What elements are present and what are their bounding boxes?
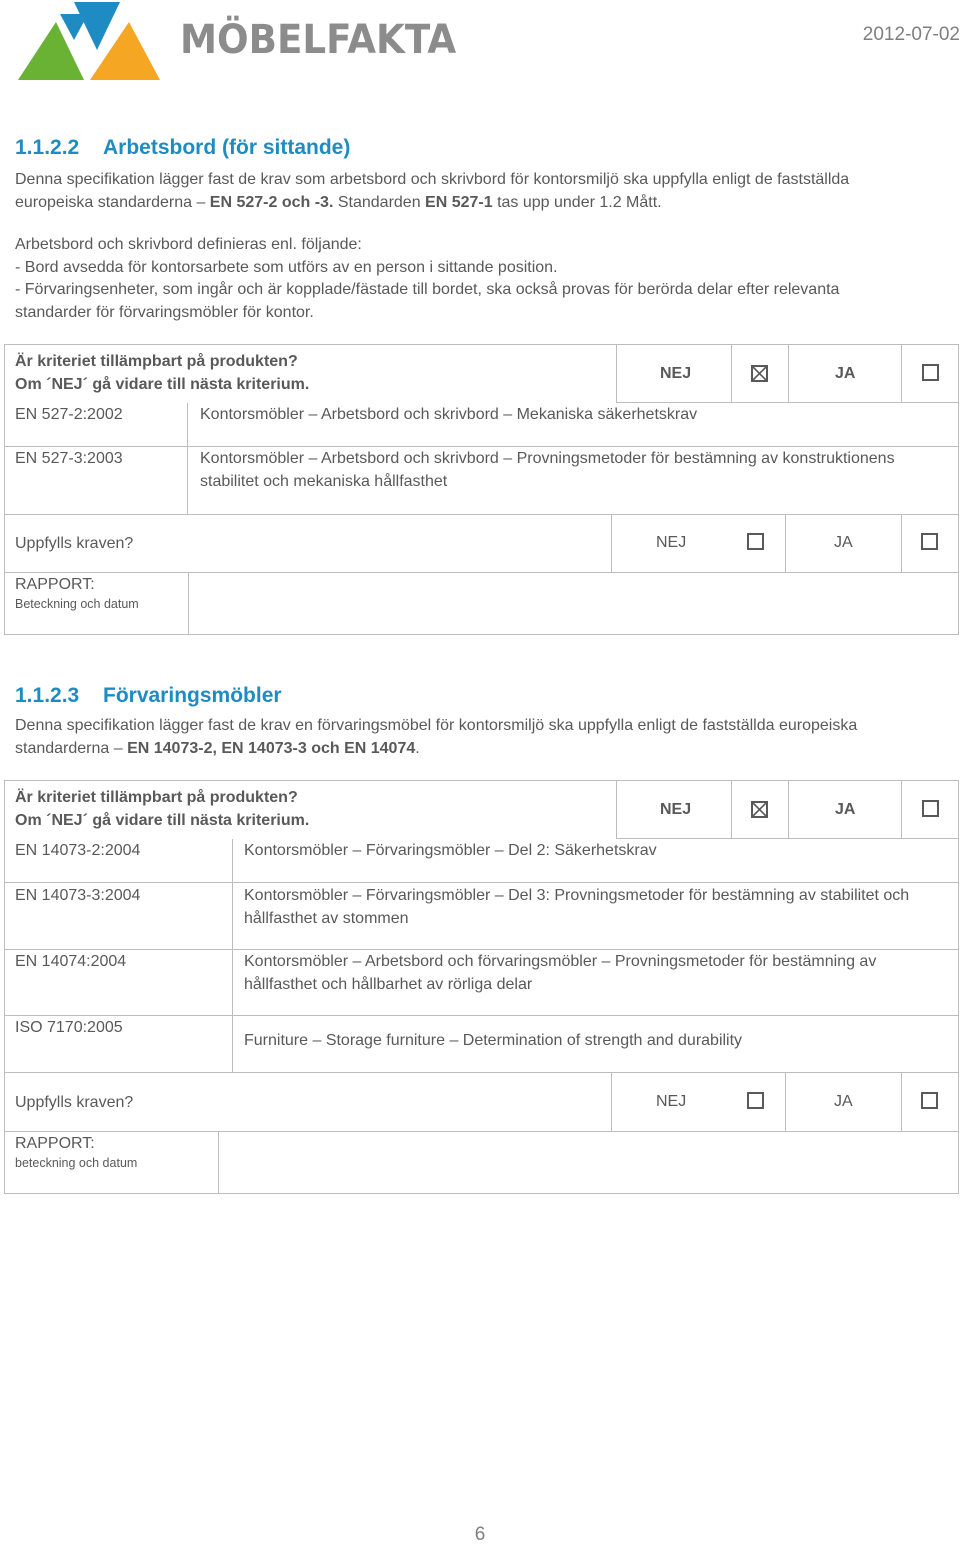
section-heading-arbetsbord <box>15 136 350 160</box>
ja-checkbox[interactable] <box>922 800 939 817</box>
ja-label: JA <box>835 801 856 818</box>
standard-code: EN 14073-3:2004 <box>15 887 141 904</box>
intro-line: Denna specifikation lägger fast de krav som arbetsbord och skrivbord för kontorsmiljö ska uppfylla enligt de fastställda <box>15 171 850 188</box>
ja-label: JA <box>835 365 856 382</box>
nej-label: NEJ <box>660 801 692 818</box>
standard-code: EN 14074:2004 <box>15 953 127 970</box>
report-field[interactable] <box>220 1133 956 1192</box>
report-label: RAPPORT: <box>15 576 95 593</box>
fulfilled-nej-label: NEJ <box>656 534 687 551</box>
section-intro <box>15 715 945 760</box>
section-number: 1.1.2.3 <box>15 684 80 707</box>
nej-checkbox[interactable] <box>751 365 768 382</box>
report-field[interactable] <box>190 574 956 633</box>
ja-checkbox[interactable] <box>922 364 939 381</box>
definition-line: Arbetsbord och skrivbord definieras enl. följande: <box>15 236 362 253</box>
standard-description: Kontorsmöbler – Arbetsbord och skrivbord – Provningsmetoder för bestämning av konstruktionens stabilitet och mekaniska hållfasthet <box>200 450 895 490</box>
section-title: Arbetsbord (för sittande) <box>103 136 351 159</box>
fulfilled-nej-checkbox[interactable] <box>747 1092 764 1109</box>
nej-label: NEJ <box>660 365 692 382</box>
mobelfakta-logo <box>14 0 484 84</box>
brand-name: MÖBELFAKTA <box>180 17 457 63</box>
definition-line: - Bord avsedda för kontorsarbete som utförs av en person i sittande position. <box>15 258 558 276</box>
standard-description: Furniture – Storage furniture – Determination of strength and durability <box>244 1032 743 1049</box>
section-heading-forvaringsmobler <box>15 684 282 708</box>
definition-line: - Förvaringsenheter, som ingår och är kopplade/fästade till bordet, ska också provas för berörda delar efter relevanta <box>15 281 840 298</box>
section-number: 1.1.2.2 <box>15 136 80 159</box>
check-x-icon <box>751 801 768 818</box>
section-intro <box>15 169 945 214</box>
page-number: 6 <box>474 1524 486 1545</box>
fulfilled-ja-label: JA <box>834 1093 853 1110</box>
standard-description: Kontorsmöbler – Förvaringsmöbler – Del 2: Säkerhetskrav <box>244 842 657 859</box>
intro-line: Denna specifikation lägger fast de krav en förvaringsmöbel för kontorsmiljö ska uppfylla enligt de fastställda europeiska <box>15 717 858 734</box>
standard-description: Kontorsmöbler – Arbetsbord och förvaringsmöbler – Provningsmetoder för bestämning av hållfasthet och hållbarhet av rörliga delar <box>244 953 877 993</box>
fulfilled-nej-label: NEJ <box>656 1093 687 1110</box>
fulfilled-ja-label: JA <box>834 534 853 551</box>
fulfilled-ja-checkbox[interactable] <box>921 533 938 550</box>
standard-description: Kontorsmöbler – Förvaringsmöbler – Del 3: Provningsmetoder för bestämning av stabilitet och hållfasthet av stommen <box>244 887 910 927</box>
check-x-icon <box>751 365 768 382</box>
intro-line: europeiska standarderna – EN 527-2 och -3. Standarden EN 527-1 tas upp under 1.2 Mått. <box>15 193 662 211</box>
intro-line: standarderna – EN 14073-2, EN 14073-3 och EN 14074. <box>15 739 420 757</box>
section-title: Förvaringsmöbler <box>103 684 282 707</box>
applicability-question: Är kriteriet tillämpbart på produkten? Om ´NEJ´ gå vidare till nästa kriterium. <box>15 353 310 393</box>
standard-code: EN 527-3:2003 <box>15 450 123 467</box>
standard-code: EN 14073-2:2004 <box>15 842 141 859</box>
fulfilled-nej-checkbox[interactable] <box>747 533 764 550</box>
fulfilled-ja-checkbox[interactable] <box>921 1092 938 1109</box>
nej-checkbox[interactable] <box>751 801 768 818</box>
logo-mark-icon <box>14 0 174 84</box>
report-sublabel: beteckning och datum <box>15 1156 138 1170</box>
fulfilled-question: Uppfylls kraven? <box>15 535 134 552</box>
document-date: 2012-07-02 <box>862 24 960 45</box>
definition-text <box>15 234 945 324</box>
definition-line: standarder för förvaringsmöbler för kontor. <box>15 303 314 321</box>
report-sublabel: Beteckning och datum <box>15 597 139 611</box>
standard-code: EN 527-2:2002 <box>15 406 123 423</box>
fulfilled-question: Uppfylls kraven? <box>15 1094 134 1111</box>
applicability-question: Är kriteriet tillämpbart på produkten? Om ´NEJ´ gå vidare till nästa kriterium. <box>15 789 310 829</box>
report-label: RAPPORT: <box>15 1135 95 1152</box>
standard-code: ISO 7170:2005 <box>15 1019 123 1036</box>
standard-description: Kontorsmöbler – Arbetsbord och skrivbord – Mekaniska säkerhetskrav <box>200 406 698 423</box>
